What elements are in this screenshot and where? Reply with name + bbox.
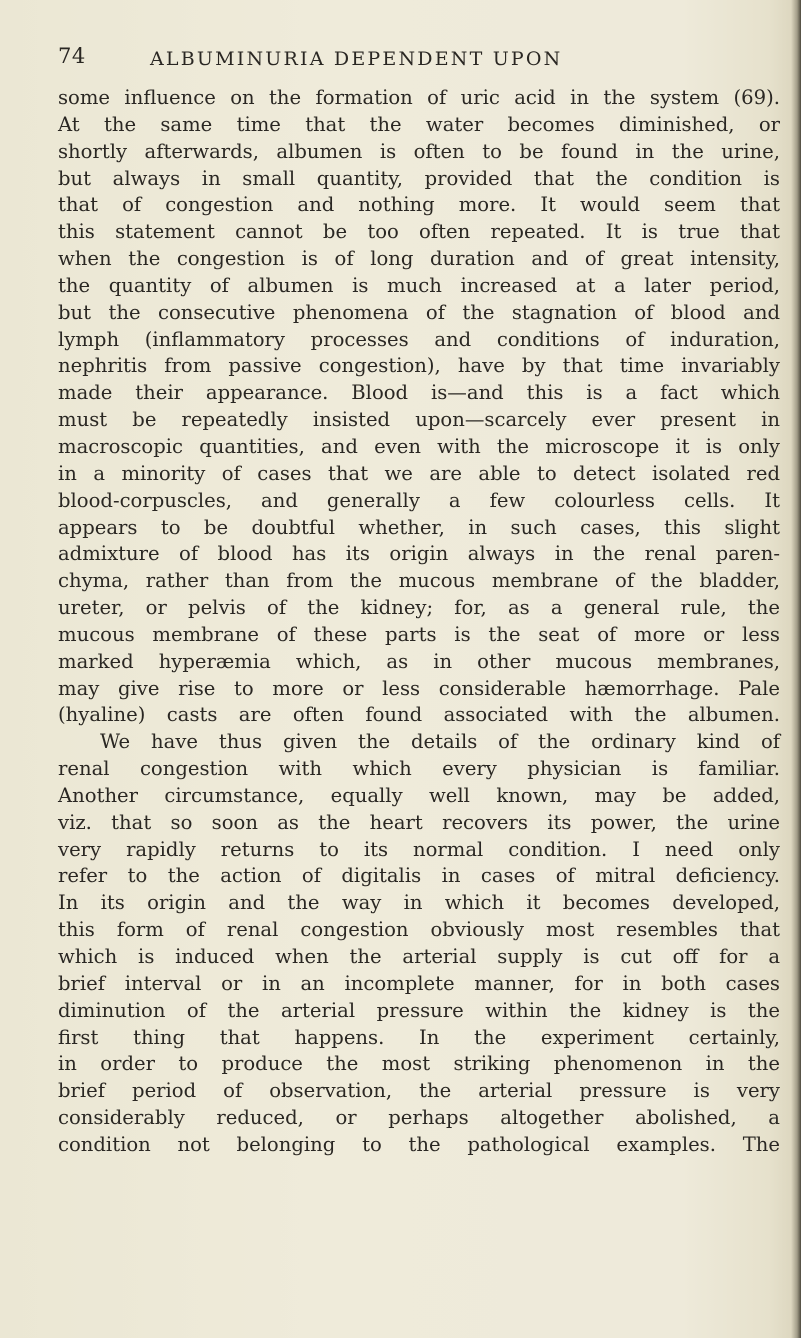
- text-line: may give rise to more or less considerable hæmorrhage. Pale: [58, 676, 780, 700]
- text-line: ureter, or pelvis of the kidney; for, as a general rule, the: [58, 596, 780, 620]
- text-line: admixture of blood has its origin always in the renal paren-: [58, 542, 780, 566]
- page-number: 74: [58, 44, 86, 68]
- text-line: some influence on the formation of uric acid in the system (69).: [58, 86, 780, 109]
- text-line: renal congestion with which every physician is familiar.: [58, 757, 780, 781]
- text-line: Another circumstance, equally well known, may be added,: [58, 783, 780, 807]
- text-line: must be repeatedly insisted upon—scarcely ever present in: [58, 408, 780, 432]
- text-line: in order to produce the most striking phenomenon in the: [58, 1052, 780, 1076]
- text-line: but always in small quantity, provided that the condition is: [58, 166, 780, 190]
- text-line: considerably reduced, or perhaps altogether abolished, a: [58, 1106, 780, 1130]
- text-line: mucous membrane of these parts is the seat of more or less: [58, 622, 780, 646]
- text-line: marked hyperæmia which, as in other mucous membranes,: [58, 649, 780, 673]
- text-line: macroscopic quantities, and even with the microscope it is only: [58, 434, 780, 458]
- text-line: the quantity of albumen is much increased at a later period,: [58, 273, 780, 297]
- text-line: In its origin and the way in which it becomes developed,: [58, 891, 780, 915]
- text-line: appears to be doubtful whether, in such cases, this slight: [58, 515, 780, 539]
- text-line: refer to the action of digitalis in cases of mitral deficiency.: [58, 864, 780, 888]
- text-line: made their appearance. Blood is—and this is a fact which: [58, 381, 780, 405]
- text-line: shortly afterwards, albumen is often to be found in the urine,: [58, 139, 780, 163]
- text-line: condition not belonging to the pathological examples. The: [58, 1132, 780, 1156]
- text-line: diminution of the arterial pressure within the kidney is the: [58, 998, 780, 1022]
- text-line: but the consecutive phenomena of the stagnation of blood and: [58, 300, 780, 324]
- page-header: [58, 44, 778, 78]
- text-line: this form of renal congestion obviously most resembles that: [58, 918, 780, 942]
- text-line: when the congestion is of long duration and of great intensity,: [58, 247, 780, 271]
- page-edge-shadow: [791, 0, 801, 1338]
- text-line: chyma, rather than from the mucous membrane of the bladder,: [58, 569, 780, 593]
- text-line: in a minority of cases that we are able to detect isolated red: [58, 461, 780, 485]
- text-line: (hyaline) casts are often found associated with the albumen.: [58, 703, 780, 727]
- running-head: ALBUMINURIA DEPENDENT UPON: [150, 48, 563, 70]
- text-line: lymph (inflammatory processes and conditions of induration,: [58, 327, 780, 351]
- text-line: blood-corpuscles, and generally a few colourless cells. It: [58, 488, 780, 512]
- text-line: very rapidly returns to its normal condition. I need only: [58, 837, 780, 861]
- text-line: At the same time that the water becomes diminished, or: [58, 112, 780, 136]
- text-line: brief interval or in an incomplete manner, for in both cases: [58, 971, 780, 995]
- text-line: first thing that happens. In the experiment certainly,: [58, 1025, 780, 1049]
- text-line-paragraph-start: We have thus given the details of the ordinary kind of: [100, 730, 780, 754]
- text-line: nephritis from passive congestion), have by that time invariably: [58, 354, 780, 378]
- text-line: which is induced when the arterial supply is cut off for a: [58, 945, 780, 968]
- body-text: [58, 85, 780, 1159]
- text-line: brief period of observation, the arterial pressure is very: [58, 1079, 780, 1103]
- text-line: viz. that so soon as the heart recovers its power, the urine: [58, 810, 780, 834]
- text-line: that of congestion and nothing more. It would seem that: [58, 193, 780, 217]
- text-line: this statement cannot be too often repeated. It is true that: [58, 220, 780, 244]
